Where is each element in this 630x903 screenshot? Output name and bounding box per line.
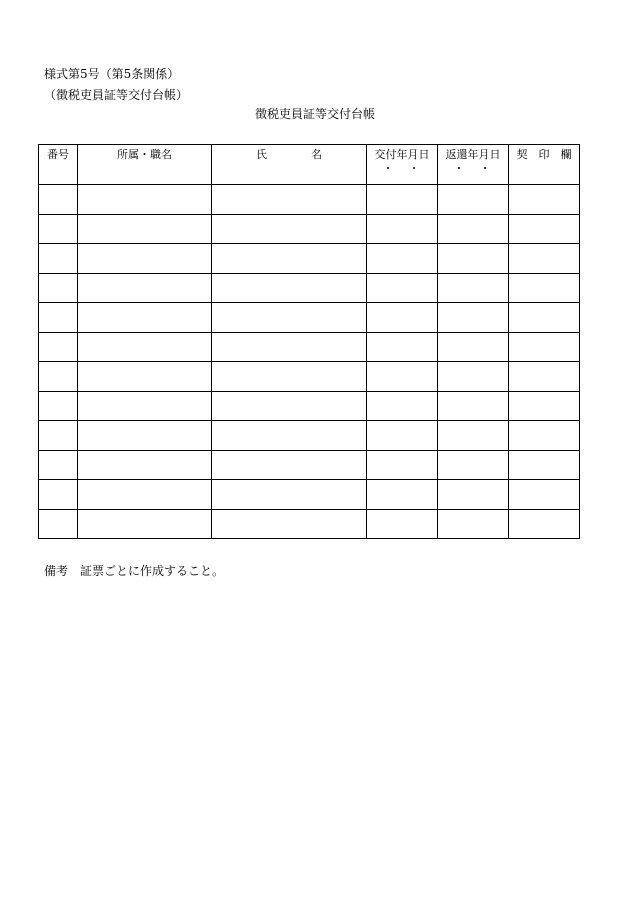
cell-number xyxy=(39,450,78,480)
cell-seal xyxy=(509,362,580,392)
cell-affiliation xyxy=(78,391,212,421)
cell-affiliation xyxy=(78,480,212,510)
cell-return-date xyxy=(438,185,509,215)
cell-number xyxy=(39,303,78,333)
cell-number xyxy=(39,244,78,274)
header-number xyxy=(39,145,78,185)
cell-affiliation xyxy=(78,214,212,244)
header-return-date-dots: ・ ・ xyxy=(453,162,493,175)
cell-name xyxy=(212,480,367,510)
cell-seal xyxy=(509,509,580,539)
header-issue-date-dots: ・ ・ xyxy=(382,162,422,175)
cell-number xyxy=(39,421,78,451)
cell-seal xyxy=(509,391,580,421)
table-row xyxy=(39,244,580,274)
cell-return-date xyxy=(438,450,509,480)
cell-issue-date xyxy=(367,421,438,451)
table-row xyxy=(39,185,580,215)
cell-issue-date xyxy=(367,362,438,392)
cell-affiliation xyxy=(78,303,212,333)
cell-issue-date xyxy=(367,273,438,303)
header-seal xyxy=(509,145,580,185)
cell-number xyxy=(39,391,78,421)
cell-return-date xyxy=(438,332,509,362)
cell-affiliation xyxy=(78,450,212,480)
cell-issue-date xyxy=(367,214,438,244)
cell-name xyxy=(212,450,367,480)
cell-number xyxy=(39,362,78,392)
cell-name xyxy=(212,509,367,539)
table-header-row xyxy=(39,145,580,185)
table-row xyxy=(39,509,580,539)
header-number-label: 番号 xyxy=(47,148,69,161)
cell-issue-date xyxy=(367,450,438,480)
table-row xyxy=(39,214,580,244)
form-subtitle: （徴税吏員証等交付台帳） xyxy=(44,88,189,102)
cell-return-date xyxy=(438,509,509,539)
table-row xyxy=(39,480,580,510)
cell-affiliation xyxy=(78,421,212,451)
cell-seal xyxy=(509,214,580,244)
form-number: 様式第5号（第5条関係） xyxy=(44,67,180,81)
cell-name xyxy=(212,421,367,451)
cell-return-date xyxy=(438,362,509,392)
table-row xyxy=(39,362,580,392)
header-return-date-label: 返還年月日 xyxy=(445,148,501,161)
cell-return-date xyxy=(438,244,509,274)
cell-issue-date xyxy=(367,509,438,539)
cell-return-date xyxy=(438,391,509,421)
cell-seal xyxy=(509,273,580,303)
register-body xyxy=(39,185,580,539)
cell-name xyxy=(212,244,367,274)
header-name xyxy=(212,145,367,185)
cell-affiliation xyxy=(78,362,212,392)
cell-number xyxy=(39,332,78,362)
cell-issue-date xyxy=(367,185,438,215)
cell-issue-date xyxy=(367,332,438,362)
cell-name xyxy=(212,362,367,392)
remarks xyxy=(44,561,224,581)
header-affiliation-label: 所属・職名 xyxy=(117,148,172,161)
header-seal-label: 契 印 欄 xyxy=(516,148,572,161)
table-row xyxy=(39,303,580,333)
cell-return-date xyxy=(438,303,509,333)
table-row xyxy=(39,273,580,303)
cell-seal xyxy=(509,244,580,274)
cell-seal xyxy=(509,303,580,333)
cell-return-date xyxy=(438,214,509,244)
cell-number xyxy=(39,185,78,215)
cell-issue-date xyxy=(367,303,438,333)
cell-issue-date xyxy=(367,480,438,510)
cell-seal xyxy=(509,421,580,451)
header-issue-date-label: 交付年月日 xyxy=(374,148,430,161)
cell-name xyxy=(212,273,367,303)
cell-name xyxy=(212,214,367,244)
cell-affiliation xyxy=(78,273,212,303)
cell-name xyxy=(212,332,367,362)
cell-number xyxy=(39,214,78,244)
cell-issue-date xyxy=(367,244,438,274)
cell-return-date xyxy=(438,273,509,303)
header-issue-date xyxy=(367,145,438,185)
remarks-text: 証票ごとに作成すること。 xyxy=(80,564,225,578)
cell-seal xyxy=(509,450,580,480)
remarks-label: 備考 xyxy=(44,564,69,578)
header-name-label: 氏 名 xyxy=(256,148,322,161)
cell-affiliation xyxy=(78,185,212,215)
cell-affiliation xyxy=(78,332,212,362)
cell-number xyxy=(39,480,78,510)
cell-seal xyxy=(509,185,580,215)
cell-issue-date xyxy=(367,391,438,421)
cell-seal xyxy=(509,480,580,510)
cell-return-date xyxy=(438,480,509,510)
cell-affiliation xyxy=(78,244,212,274)
register-table xyxy=(38,144,580,539)
cell-return-date xyxy=(438,421,509,451)
cell-affiliation xyxy=(78,509,212,539)
table-row xyxy=(39,450,580,480)
cell-name xyxy=(212,391,367,421)
header-return-date xyxy=(438,145,509,185)
cell-seal xyxy=(509,332,580,362)
header-affiliation xyxy=(78,145,212,185)
cell-name xyxy=(212,303,367,333)
document-title: 徴税吏員証等交付台帳 xyxy=(254,107,375,121)
cell-name xyxy=(212,185,367,215)
table-row xyxy=(39,391,580,421)
table-row xyxy=(39,332,580,362)
table-row xyxy=(39,421,580,451)
cell-number xyxy=(39,509,78,539)
cell-number xyxy=(39,273,78,303)
